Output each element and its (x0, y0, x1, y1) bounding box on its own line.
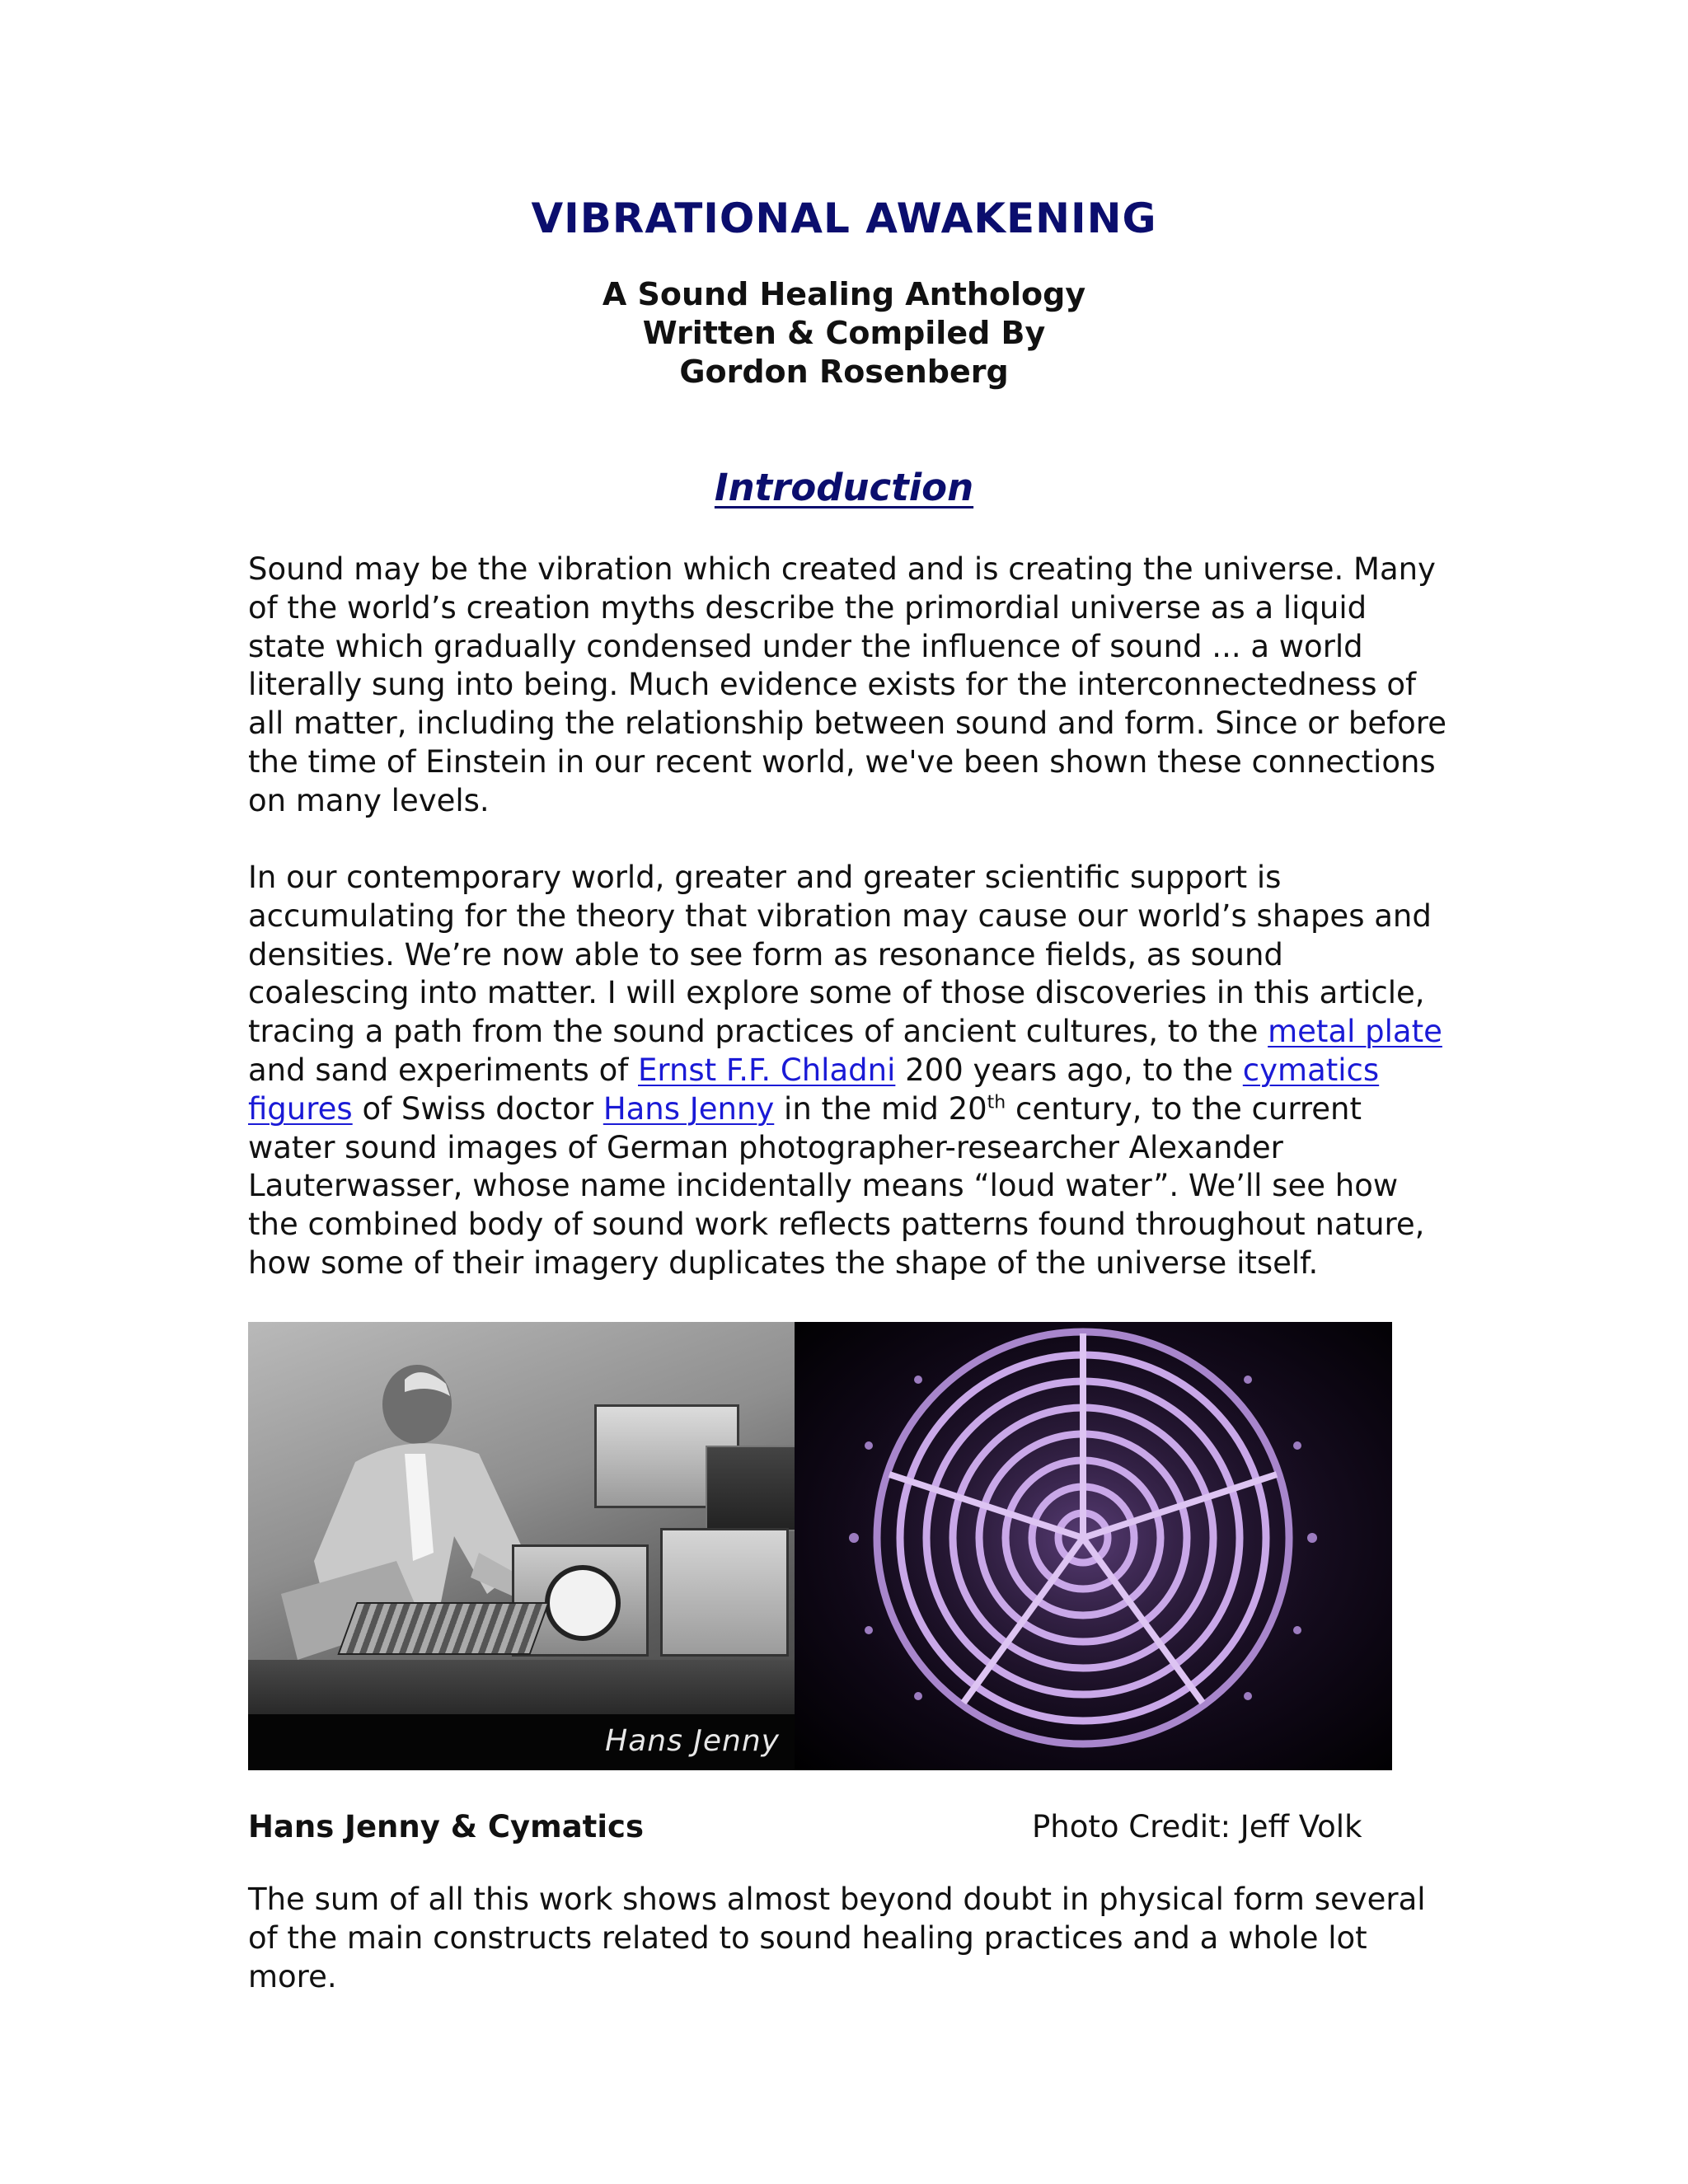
paragraph-text: of Swiss doctor (352, 1090, 603, 1127)
cymatics-pattern (795, 1322, 1392, 1770)
subtitle-line: Written & Compiled By (642, 315, 1046, 351)
subtitle-line: A Sound Healing Anthology (602, 276, 1086, 312)
author-name: Gordon Rosenberg (679, 354, 1009, 390)
paragraph-text: 200 years ago, to the (895, 1052, 1243, 1088)
section-heading-introduction: Introduction (714, 466, 974, 509)
intro-paragraph-1: Sound may be the vibration which created and is creating the universe. Many of the world’s creation myths describe the primordial universe as a liquid state which gradually condensed under the influence of sound ... a world literally sung into being. Much evidence exists for the interconnectedness of all matter, including the relationship between sound and form. Since or before the time of Einstein in our recent world, we've been shown these connections on many levels. (248, 551, 1447, 818)
cymatics-figure (248, 1322, 1392, 1770)
document-subtitle (0, 275, 1688, 391)
document-title: VIBRATIONAL AWAKENING (531, 194, 1157, 242)
paragraph-text: In our contemporary world, greater and greater scientific support is accumulating for the theory that vibration may cause our world’s shapes and densities. We’re now able to see form as resonance fields, as sound coalescing into matter. I will explore some of those discoveries in this article, tracing a path from the sound practices of ancient cultures, to the (248, 860, 1432, 1050)
amplifier-device (706, 1446, 795, 1531)
control-box (660, 1528, 789, 1657)
cymatics-pattern-image (795, 1322, 1392, 1770)
paragraph-text: in the mid 20 (774, 1090, 987, 1127)
photo-credit: Photo Credit: Jeff Volk (1032, 1809, 1362, 1844)
figure-caption: Hans Jenny & Cymatics (248, 1809, 644, 1844)
intro-paragraph-2 (248, 859, 1451, 1283)
hans-jenny-photo (248, 1322, 795, 1770)
paragraph-text: and sand experiments of (248, 1052, 638, 1088)
vibration-plate (337, 1602, 549, 1655)
paragraph-text: century, to the current water sound images of German photographer-researcher Alexander Lauterwasser, whose name incidentally means “loud water”. We’ll see how the combined body of sound work reflects patterns found throughout nature, how some of their imagery duplicates the shape of the universe itself. (248, 1090, 1425, 1281)
table-surface (248, 1660, 795, 1719)
metal-plate-link[interactable]: metal plate (1268, 1014, 1442, 1050)
photo-overlay-name: Hans Jenny (605, 1724, 780, 1758)
intro-paragraph-3: The sum of all this work shows almost beyond doubt in physical form several of the main constructs related to sound healing practices and a whole lot more. (248, 1882, 1426, 1994)
dial-icon (545, 1565, 621, 1641)
ordinal-suffix: th (987, 1092, 1006, 1113)
hans-jenny-link[interactable]: Hans Jenny (603, 1090, 775, 1127)
cymatics-figures-link[interactable]: cymatics figures (248, 1052, 1380, 1127)
chladni-link[interactable]: Ernst F.F. Chladni (638, 1052, 896, 1088)
